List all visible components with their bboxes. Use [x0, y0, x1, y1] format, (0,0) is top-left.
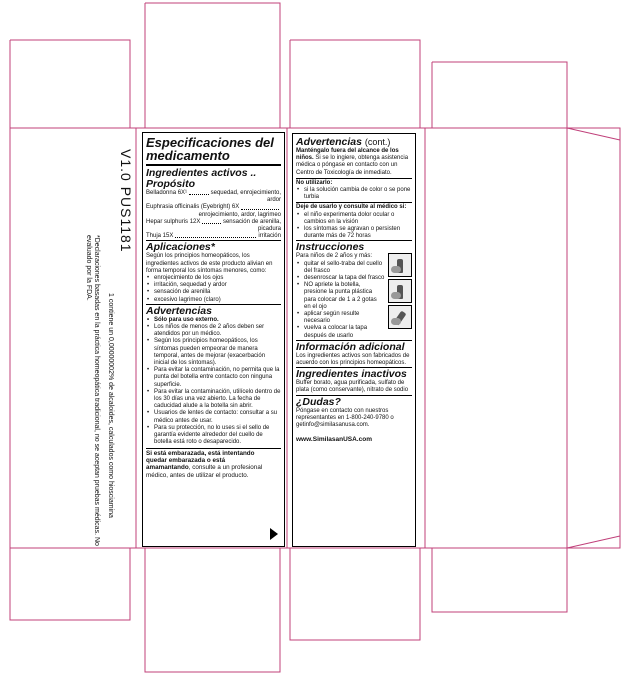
- other-information-heading: Información adicional: [296, 340, 412, 353]
- ingredients-list: [146, 190, 281, 240]
- drug-facts-panel: [142, 132, 285, 547]
- list-item: • Usuarios de lentes de contacto: consultar a su médico antes de usar.: [154, 410, 281, 424]
- warnings-heading: Advertencias: [146, 304, 281, 317]
- ingredient-purpose-cont: ardor: [266, 197, 281, 204]
- keep-away-warning: Manténgalo fuera del alcance de los niños. Si se lo ingiere, obtenga asistencia médica o póngase en contacto con un Centro de Toxicología de inmediato.: [296, 148, 409, 176]
- divider: [296, 202, 412, 203]
- list-item: • enrojecimiento de los ojos: [154, 275, 281, 282]
- alkaloid-footnote: 1 contiene un 0,00000002% de alcaloides, calculados como hiosciamina: [107, 293, 114, 518]
- other-information-text: Los ingredientes activos son fabricados de acuerdo con los principios homeopáticos.: [296, 352, 410, 367]
- ingredient-row: Euphrasia officinalis (Eyebright) 6X: [146, 204, 281, 211]
- warnings-list: [146, 317, 281, 447]
- do-not-use-heading: No utilizarlo:: [296, 179, 333, 186]
- list-item: • Los niños de menos de 2 años deben ser atendidos por un médico.: [154, 324, 281, 338]
- list-item: • el niño experimenta dolor ocular o cambios en la visión: [304, 212, 412, 226]
- uses-heading: Aplicaciones*: [146, 240, 281, 253]
- divider: [146, 164, 281, 166]
- directions-list: [296, 261, 385, 340]
- list-item: • NO apriete la botella, presione la punta plástica para colocar de 1 a 2 gotas en el ojo: [304, 282, 385, 311]
- ingredient-row: Hepar sulphuris 12X sensación de arenilla,: [146, 218, 281, 225]
- continue-arrow-icon: [270, 528, 278, 540]
- list-item: • si la solución cambia de color o se pone turbia: [304, 187, 412, 201]
- stop-use-list: [296, 212, 412, 241]
- list-item: • Para evitar la contaminación, no permita que la punta del botella entre contacto con ninguna superficie.: [154, 367, 281, 389]
- drug-facts-title: Especificaciones del medicamento: [146, 135, 274, 163]
- inactive-ingredients-text: Buffer borato, agua purificada, sulfato de plata (como conservante), nitrato de sodio: [296, 380, 409, 394]
- list-item: • Según los principios homeopáticos, los síntomas pueden empeorar de manera temporal, antes de mejorar (exacerbación inicial de los síntomas).: [154, 338, 281, 367]
- ingredient-purpose-cont: enrojecimiento, ardor, lagrimeo: [198, 211, 281, 218]
- directions-block: [296, 253, 412, 339]
- list-item: • los síntomas se agravan o persisten durante más de 72 horas: [304, 226, 412, 240]
- questions-heading: ¿Dudas?: [296, 395, 412, 408]
- list-item: • vuelva a colocar la tapa después de usarlo: [304, 325, 385, 339]
- claims-footnote: *Declaraciones basadas en la práctica homeopática tradicional, no se aceptan pruebas médicas. No evaluado por la FDA.: [84, 235, 100, 546]
- website-link[interactable]: www.SimilasanUSA.com: [296, 435, 372, 443]
- pregnancy-warning: Si está embarazada, está intentando quedar embarazada o está amamantando, consulte a un profesional médico, antes de utilizar el producto.: [146, 449, 263, 479]
- inactive-ingredients-heading: Ingredientes inactivos: [296, 367, 412, 380]
- list-item: • desenroscar la tapa del frasco: [304, 275, 385, 282]
- uses-intro: Según los principios homeopáticos, los ingredientes activos de este producto alivian en forma temporal los síntomas menores, como:: [146, 253, 273, 274]
- remove-seal-illustration-icon: [388, 253, 412, 277]
- ingredient-purpose-cont: picadura: [257, 226, 281, 233]
- list-item: • irritación, sequedad y ardor: [154, 282, 281, 289]
- list-item: • sensación de arenilla: [154, 289, 281, 296]
- divider: [296, 178, 412, 179]
- list-item: • excesivo lagrimeo (claro): [154, 297, 281, 304]
- do-not-use-list: [296, 187, 412, 201]
- ingredient-row: Belladonna 6X¹ sequedad, enrojecimiento,: [146, 190, 281, 196]
- divider: [146, 448, 281, 449]
- list-item: • aplicar según resulte necesario: [304, 311, 385, 325]
- drug-facts-continued-panel: [292, 133, 416, 547]
- warnings-continued-heading: Advertencias (cont.): [296, 136, 391, 148]
- uses-list: [146, 275, 281, 304]
- unscrew-cap-illustration-icon: [388, 279, 412, 303]
- questions-text: Póngase en contacto con nuestros representantes en 1-800-240-9780 o getinfo@similasanusa.com.: [296, 407, 394, 429]
- list-item: • Para su protección, no lo uses si el sello de garantía evidente alrededor del cuello de botella está roto o desaparecido.: [154, 425, 281, 447]
- apply-drops-illustration-icon: [388, 305, 412, 329]
- active-ingredients-heading: Ingredientes activos .. Propósito: [146, 167, 257, 190]
- directions-intro: Para niños de 2 años y más:: [296, 253, 373, 260]
- list-item: • Para evitar la contaminación, utilícelo dentro de los 30 días una vez abierto. La fecha de caducidad alude a la botella sin abrir.: [154, 389, 281, 411]
- list-item: • quitar el sello-traba del cuello del frasco: [304, 261, 385, 275]
- stop-use-heading: Deje de usarlo y consulte al médico si:: [296, 204, 407, 211]
- directions-illustrations: [386, 253, 412, 331]
- ingredient-row: Thuja 15X irritación: [146, 233, 281, 240]
- directions-heading: Instrucciones: [296, 240, 412, 253]
- list-item: • Sólo para uso externo.: [154, 317, 281, 324]
- version-code: V1.0 PUS1181: [118, 149, 134, 253]
